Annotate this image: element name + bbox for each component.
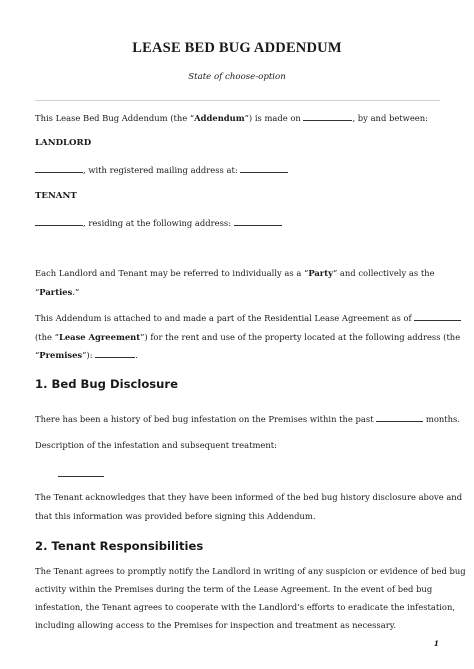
parties-term: Parties — [39, 287, 73, 297]
description-prompt: Description of the infestation and subsequent treatment: — [35, 440, 277, 450]
intro-paragraph — [35, 112, 428, 124]
attached-text-3: ”) for the rent and use of the property located at the following address (the — [140, 332, 461, 342]
responsibilities-line-4: including allowing access to the Premises for inspection and treatment as necessary. — [35, 620, 396, 630]
attached-text-1: This Addendum is attached to and made a part of the Residential Lease Agreement as of — [35, 313, 415, 323]
parties-text-4: .” — [72, 287, 80, 297]
responsibilities-line-1: The Tenant agrees to promptly notify the Landlord in writing of any suspicion or evidence of bed bug — [35, 566, 466, 576]
tenant-label: TENANT — [35, 191, 77, 201]
months-blank[interactable] — [376, 413, 423, 422]
attached-line-2 — [35, 331, 460, 343]
premises-term: Premises — [39, 350, 83, 360]
history-line — [35, 413, 460, 425]
acknowledgment-line-2: that this information was provided before signing this Addendum. — [35, 511, 316, 521]
responsibilities-line-3: infestation, the Tenant agrees to cooperate with the Landlord’s efforts to eradicate the infestation, — [35, 602, 456, 612]
document-subtitle: State of choose-option — [188, 72, 286, 82]
addendum-term: Addendum — [194, 113, 245, 123]
document-title: LEASE BED BUG ADDENDUM — [132, 40, 342, 56]
page-number: 1 — [433, 639, 439, 648]
tenant-text: , residing at the following address: — [83, 218, 234, 228]
header-divider — [35, 100, 440, 101]
acknowledgment-line-1: The Tenant acknowledges that they have been informed of the bed bug history disclosure above and — [35, 492, 463, 502]
description-blank[interactable] — [58, 476, 104, 477]
tenant-address-blank[interactable] — [234, 217, 282, 226]
history-text-2: months. — [423, 414, 460, 424]
landlord-name-blank[interactable] — [35, 164, 83, 173]
attached-text-5: ”): — [82, 350, 96, 360]
parties-text-3: “ — [35, 287, 40, 297]
tenant-name-blank[interactable] — [35, 217, 83, 226]
responsibilities-line-2: activity within the Premises during the term of the Lease Agreement. In the event of bed bug — [35, 584, 433, 594]
landlord-label: LANDLORD — [35, 138, 92, 148]
attached-line-3 — [35, 349, 138, 361]
intro-text-2: ”) is made on — [244, 113, 304, 123]
tenant-line — [35, 217, 282, 229]
party-term: Party — [308, 268, 333, 278]
date-blank[interactable] — [303, 112, 352, 121]
parties-line-1 — [35, 267, 435, 279]
attached-text-2: (the “ — [35, 332, 59, 342]
section-1-heading: 1. Bed Bug Disclosure — [35, 377, 179, 391]
lease-date-blank[interactable] — [414, 312, 461, 321]
landlord-address-blank[interactable] — [240, 164, 288, 173]
intro-text-3: , by and between: — [352, 113, 428, 123]
lease-agreement-term: Lease Agreement — [58, 332, 141, 342]
premises-address-blank[interactable] — [95, 349, 135, 358]
landlord-text: , with registered mailing address at: — [83, 165, 241, 175]
attached-text-4: “ — [35, 350, 40, 360]
parties-line-2 — [35, 286, 79, 298]
parties-text-1: Each Landlord and Tenant may be referred to individually as a “ — [35, 268, 309, 278]
section-2-heading: 2. Tenant Responsibilities — [35, 539, 204, 553]
attached-text-6: . — [135, 350, 138, 360]
history-text-1: There has been a history of bed bug infestation on the Premises within the past — [35, 414, 377, 424]
parties-text-2: ” and collectively as the — [332, 268, 435, 278]
intro-text-1: This Lease Bed Bug Addendum (the “ — [35, 113, 195, 123]
attached-line-1 — [35, 312, 461, 324]
landlord-line — [35, 164, 288, 176]
